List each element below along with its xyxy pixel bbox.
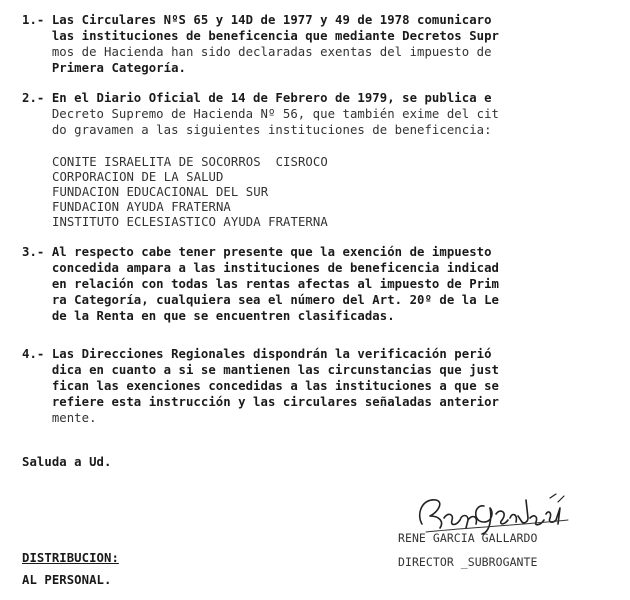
signatory-name: RENE GARCIA GALLARDO: [398, 531, 538, 545]
paragraph-4-line-4: refiere esta instrucción y las circulares señaladas anterior: [22, 395, 500, 409]
paragraph-1-line-1: 1.- Las Circulares NºS 65 y 14D de 1977 y 49 de 1978 comunicaro: [22, 13, 492, 27]
paragraph-3-line-4: ra Categoría, cualquiera sea el número del Art. 20º de la Le: [22, 293, 500, 307]
distribution-recipient: AL PERSONAL.: [22, 573, 112, 587]
closing-salutation: Saluda a Ud.: [22, 455, 112, 469]
paragraph-1-line-3: mos de Hacienda han sido declaradas exentas del impuesto de: [22, 45, 492, 59]
institution-item: FUNDACION AYUDA FRATERNA: [52, 200, 231, 214]
paragraph-4-line-2: dica en cuanto a si se mantienen las circunstancias que just: [22, 363, 500, 377]
paragraph-2-line-1: 2.- En el Diario Oficial de 14 de Febrero de 1979, se publica e: [22, 91, 492, 105]
paragraph-4-line-3: fican las exenciones concedidas a las instituciones a que se: [22, 379, 500, 393]
paragraph-3-line-1: 3.- Al respecto cabe tener presente que la exención de impuesto: [22, 245, 492, 259]
paragraph-3-line-5: de la Renta en que se encuentren clasificadas.: [22, 309, 395, 323]
paragraph-4-line-1: 4.- Las Direcciones Regionales dispondrán la verificación perió: [22, 347, 492, 361]
institution-item: CORPORACION DE LA SALUD: [52, 170, 224, 184]
institution-item: FUNDACION EDUCACIONAL DEL SUR: [52, 185, 269, 199]
paragraph-3-line-3: en relación con todas las rentas afectas al impuesto de Prim: [22, 277, 500, 291]
distribution-heading: DISTRIBUCION:: [22, 551, 119, 565]
signatory-title: DIRECTOR _SUBROGANTE: [398, 555, 538, 569]
paragraph-3-line-2: concedida ampara a las instituciones de beneficencia indicad: [22, 261, 500, 275]
paragraph-2-line-3: do gravamen a las siguientes instituciones de beneficencia:: [22, 123, 492, 137]
institution-item: CONITE ISRAELITA DE SOCORROS CISROCO: [52, 155, 328, 169]
paragraph-1-line-4: Primera Categoría.: [22, 61, 186, 75]
paragraph-2-line-2: Decreto Supremo de Hacienda Nº 56, que también exime del cit: [22, 107, 500, 121]
paragraph-1-line-2: las instituciones de beneficencia que mediante Decretos Supr: [22, 29, 500, 43]
institution-item: INSTITUTO ECLESIASTICO AYUDA FRATERNA: [52, 215, 328, 229]
paragraph-4-line-5: mente.: [22, 411, 97, 425]
